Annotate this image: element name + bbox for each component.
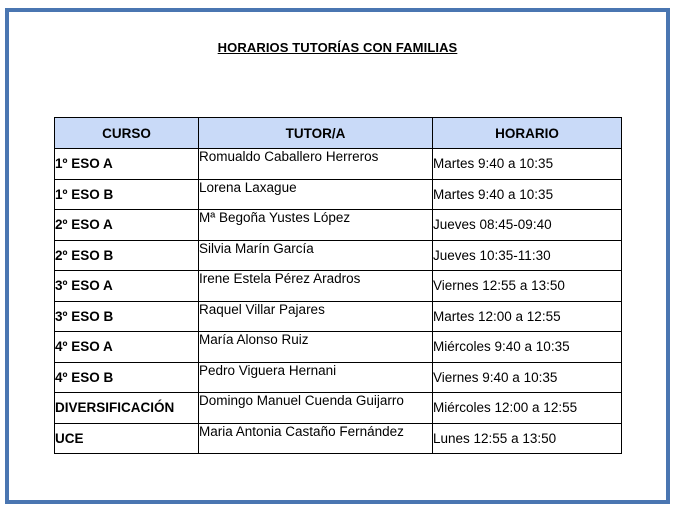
cell-tutor: Maria Antonia Castaño Fernández <box>199 423 433 454</box>
cell-horario: Jueves 08:45-09:40 <box>433 210 622 241</box>
table-row <box>55 332 622 363</box>
cell-curso: 2º ESO A <box>55 210 199 241</box>
cell-tutor: Irene Estela Pérez Aradros <box>199 271 433 302</box>
page-title: HORARIOS TUTORÍAS CON FAMILIAS <box>217 40 458 55</box>
cell-tutor: Romualdo Caballero Herreros <box>199 149 433 180</box>
cell-curso: 1º ESO A <box>55 149 199 180</box>
cell-horario: Martes 9:40 a 10:35 <box>433 179 622 210</box>
cell-horario: Martes 12:00 a 12:55 <box>433 301 622 332</box>
cell-horario: Viernes 9:40 a 10:35 <box>433 362 622 393</box>
table-row <box>55 362 622 393</box>
cell-curso: 3º ESO B <box>55 301 199 332</box>
cell-curso: UCE <box>55 423 199 454</box>
column-header-tutor: TUTOR/A <box>199 118 433 149</box>
cell-curso: DIVERSIFICACIÓN <box>55 393 199 424</box>
cell-curso: 4º ESO A <box>55 332 199 363</box>
cell-horario: Martes 9:40 a 10:35 <box>433 149 622 180</box>
cell-tutor: Mª Begoña Yustes López <box>199 210 433 241</box>
document-frame <box>5 8 670 504</box>
cell-tutor: Lorena Laxague <box>199 179 433 210</box>
table-row <box>55 301 622 332</box>
cell-tutor: Pedro Viguera Hernani <box>199 362 433 393</box>
table-row <box>55 271 622 302</box>
cell-curso: 4º ESO B <box>55 362 199 393</box>
cell-tutor: María Alonso Ruiz <box>199 332 433 363</box>
cell-curso: 1º ESO B <box>55 179 199 210</box>
table-row <box>55 179 622 210</box>
table-row <box>55 149 622 180</box>
table-row <box>55 393 622 424</box>
table-row <box>55 210 622 241</box>
table-row <box>55 423 622 454</box>
tutoring-schedule-table <box>54 117 622 454</box>
cell-tutor: Silvia Marín García <box>199 240 433 271</box>
cell-curso: 3º ESO A <box>55 271 199 302</box>
cell-curso: 2º ESO B <box>55 240 199 271</box>
table-row <box>55 240 622 271</box>
column-header-curso: CURSO <box>55 118 199 149</box>
cell-horario: Jueves 10:35-11:30 <box>433 240 622 271</box>
column-header-horario: HORARIO <box>433 118 622 149</box>
cell-tutor: Raquel Villar Pajares <box>199 301 433 332</box>
cell-horario: Lunes 12:55 a 13:50 <box>433 423 622 454</box>
cell-horario: Miércoles 12:00 a 12:55 <box>433 393 622 424</box>
table-header-row <box>55 118 622 149</box>
cell-tutor: Domingo Manuel Cuenda Guijarro <box>199 393 433 424</box>
cell-horario: Miércoles 9:40 a 10:35 <box>433 332 622 363</box>
cell-horario: Viernes 12:55 a 13:50 <box>433 271 622 302</box>
